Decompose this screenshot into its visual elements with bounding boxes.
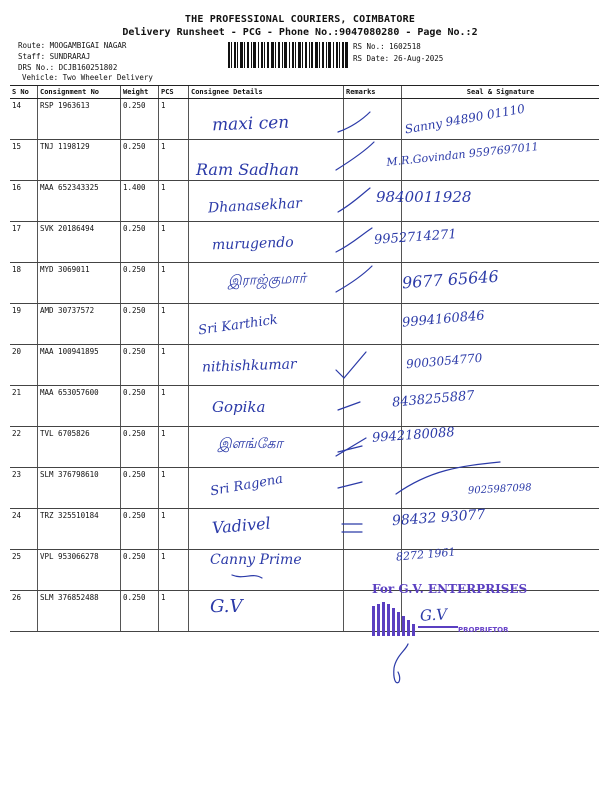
handwritten-signature: 9840011928 — [376, 188, 472, 206]
cell-consignee — [189, 591, 344, 632]
cell-pcs: 1 — [159, 222, 189, 263]
cell-sno: 21 — [10, 386, 38, 427]
table-row — [10, 181, 599, 222]
cell-consignee — [189, 263, 344, 304]
cell-weight: 0.250 — [121, 427, 159, 468]
cell-consignee — [189, 386, 344, 427]
cell-sno: 23 — [10, 468, 38, 509]
handwritten-signature: 98432 93077 — [391, 506, 486, 530]
table-row — [10, 427, 599, 468]
cell-remarks — [344, 99, 402, 140]
cell-weight: 0.250 — [121, 386, 159, 427]
cell-cno: MAA 653057600 — [38, 386, 121, 427]
table-row — [10, 222, 599, 263]
handwritten-consignee: murugendo — [211, 234, 294, 254]
cell-cno: SVK 20186494 — [38, 222, 121, 263]
cell-sno: 17 — [10, 222, 38, 263]
col-remarks: Remarks — [344, 86, 402, 99]
handwritten-consignee: Canny Prime — [210, 552, 302, 568]
table-row — [10, 345, 599, 386]
cell-signature — [402, 386, 600, 427]
table-row — [10, 99, 599, 140]
cell-sno: 18 — [10, 263, 38, 304]
cell-consignee — [189, 509, 344, 550]
table-row — [10, 468, 599, 509]
runsheet-subtitle: Delivery Runsheet - PCG - Phone No.:9047080280 - Page No.:2 — [122, 27, 478, 38]
handwritten-consignee: Dhanasekhar — [207, 195, 303, 217]
handwritten-signature: 9025987098 — [467, 482, 532, 497]
cell-weight: 0.250 — [121, 468, 159, 509]
cell-consignee — [189, 99, 344, 140]
cell-pcs: 1 — [159, 181, 189, 222]
table-row — [10, 263, 599, 304]
handwritten-signature: 9942180088 — [371, 425, 456, 446]
cell-signature — [402, 509, 600, 550]
cell-sno: 22 — [10, 427, 38, 468]
cell-cno: TVL 6705826 — [38, 427, 121, 468]
cell-cno: MAA 652343325 — [38, 181, 121, 222]
cell-weight: 0.250 — [121, 345, 159, 386]
table-row — [10, 304, 599, 345]
table-row — [10, 140, 599, 181]
cell-weight: 0.250 — [121, 304, 159, 345]
cell-pcs: 1 — [159, 550, 189, 591]
handwritten-consignee: Sri Ragena — [209, 471, 285, 500]
runsheet-table — [10, 85, 599, 632]
handwritten-signature: M.R.Govindan 9597697011 — [385, 140, 540, 169]
handwritten-signature: 8438255887 — [391, 388, 476, 411]
col-sno: S No — [10, 86, 38, 99]
handwritten-consignee: இளங்கோ — [218, 436, 283, 452]
rs-number: RS No.: 1602518 — [353, 42, 421, 51]
cell-sno: 20 — [10, 345, 38, 386]
cell-sno: 15 — [10, 140, 38, 181]
cell-weight: 0.250 — [121, 140, 159, 181]
col-consignment: Consignment No — [38, 86, 121, 99]
cell-signature — [402, 263, 600, 304]
cell-cno: VPL 953066278 — [38, 550, 121, 591]
cell-cno: SLM 376798610 — [38, 468, 121, 509]
cell-remarks — [344, 509, 402, 550]
cell-pcs: 1 — [159, 99, 189, 140]
cell-sno: 24 — [10, 509, 38, 550]
cell-sno: 25 — [10, 550, 38, 591]
col-consignee: Consignee Details — [189, 86, 344, 99]
handwritten-signature: 9994160846 — [401, 308, 486, 331]
cell-pcs: 1 — [159, 263, 189, 304]
cell-consignee — [189, 222, 344, 263]
stamp-title: For G.V. ENTERPRISES — [372, 582, 528, 596]
cell-pcs: 1 — [159, 140, 189, 181]
drs-number: DRS No.: DCJB160251802 — [18, 63, 118, 72]
handwritten-consignee: Gopika — [212, 398, 266, 416]
handwritten-consignee: nithishkumar — [201, 356, 297, 376]
cell-cno: TNJ 1198129 — [38, 140, 121, 181]
cell-pcs: 1 — [159, 509, 189, 550]
cell-pcs: 1 — [159, 468, 189, 509]
table-row — [10, 509, 599, 550]
cell-cno: RSP 1963613 — [38, 99, 121, 140]
cell-cno: MYD 3069011 — [38, 263, 121, 304]
cell-pcs: 1 — [159, 386, 189, 427]
cell-weight: 0.250 — [121, 222, 159, 263]
handwritten-consignee: Ram Sadhan — [196, 160, 300, 179]
handwritten-signature: Sanny 94890 01110 — [403, 101, 526, 137]
cell-cno: AMD 30737572 — [38, 304, 121, 345]
handwritten-consignee: இராஜ்குமார் — [227, 270, 307, 290]
cell-weight: 0.250 — [121, 550, 159, 591]
route-label: Route: MOOGAMBIGAI NAGAR — [18, 41, 127, 50]
cell-consignee — [189, 550, 344, 591]
cell-pcs: 1 — [159, 591, 189, 632]
cell-signature — [402, 304, 600, 345]
handwritten-signature: 8272 1961 — [395, 545, 456, 564]
stamp-proprietor: PROPRIETOR — [458, 626, 509, 634]
cell-remarks — [344, 263, 402, 304]
company-title: THE PROFESSIONAL COURIERS, COIMBATORE — [184, 14, 416, 25]
cell-remarks — [344, 468, 402, 509]
cell-remarks — [344, 181, 402, 222]
cell-signature — [402, 345, 600, 386]
cell-consignee — [189, 304, 344, 345]
cell-consignee — [189, 427, 344, 468]
handwritten-consignee: Vadivel — [211, 513, 272, 538]
col-weight: Weight — [121, 86, 159, 99]
cell-weight: 0.250 — [121, 99, 159, 140]
handwritten-signature: G.V — [419, 605, 448, 625]
handwritten-consignee: G.V — [210, 596, 243, 617]
cell-remarks — [344, 591, 402, 632]
cell-consignee — [189, 345, 344, 386]
cell-remarks — [344, 427, 402, 468]
cell-sno: 19 — [10, 304, 38, 345]
handwritten-consignee: Sri Karthick — [197, 312, 279, 339]
cell-pcs: 1 — [159, 304, 189, 345]
cell-remarks — [344, 386, 402, 427]
cell-cno: SLM 376852488 — [38, 591, 121, 632]
cell-consignee — [189, 468, 344, 509]
cell-consignee — [189, 181, 344, 222]
cell-pcs: 1 — [159, 345, 189, 386]
handwritten-signature: 9952714271 — [373, 227, 458, 248]
handwritten-consignee: maxi cen — [211, 112, 290, 136]
cell-signature — [402, 427, 600, 468]
cell-sno: 26 — [10, 591, 38, 632]
cell-remarks — [344, 222, 402, 263]
rs-date: RS Date: 26-Aug-2025 — [353, 54, 444, 63]
cell-weight: 0.250 — [121, 263, 159, 304]
cell-signature — [402, 468, 600, 509]
cell-sno: 14 — [10, 99, 38, 140]
col-seal-signature: Seal & Signature — [402, 86, 600, 99]
cell-remarks — [344, 304, 402, 345]
cell-signature — [402, 140, 600, 181]
cell-signature — [402, 99, 600, 140]
cell-weight: 0.250 — [121, 591, 159, 632]
cell-signature — [402, 222, 600, 263]
vehicle-label: Vehicle: Two Wheeler Delivery — [22, 73, 153, 82]
cell-cno: TRZ 325510184 — [38, 509, 121, 550]
cell-weight: 0.250 — [121, 509, 159, 550]
cell-sno: 16 — [10, 181, 38, 222]
cell-consignee — [189, 140, 344, 181]
barcode — [228, 42, 348, 68]
handwritten-signature: 9003054770 — [405, 350, 483, 372]
cell-cno: MAA 100941895 — [38, 345, 121, 386]
staff-label: Staff: SUNDRARAJ — [18, 52, 91, 61]
col-pcs: PCS — [159, 86, 189, 99]
handwritten-signature: 9677 65646 — [401, 266, 500, 293]
cell-remarks — [344, 345, 402, 386]
table-row — [10, 591, 599, 632]
cell-signature — [402, 181, 600, 222]
cell-pcs: 1 — [159, 427, 189, 468]
table-header-row — [10, 86, 599, 99]
cell-weight: 1.400 — [121, 181, 159, 222]
table-row — [10, 386, 599, 427]
cell-remarks — [344, 140, 402, 181]
